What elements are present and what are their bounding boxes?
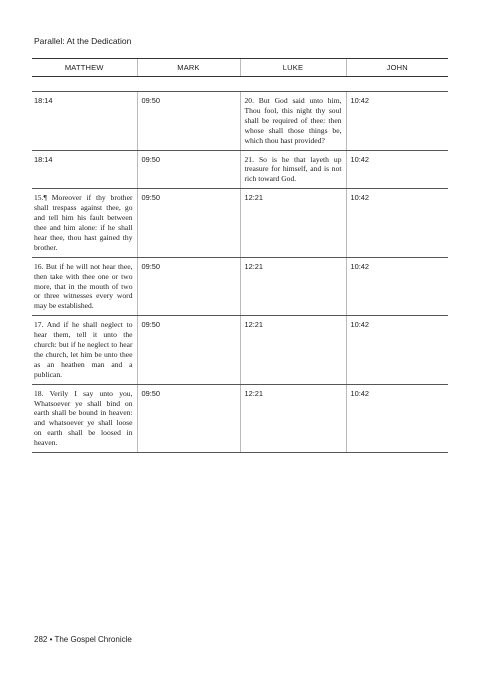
header-matthew: MATTHEW — [32, 59, 137, 77]
parallel-table — [32, 58, 448, 453]
header-john: JOHN — [346, 59, 448, 77]
table-row — [32, 189, 448, 257]
cell-mark: 09:50 — [137, 92, 240, 151]
cell-john: 10:42 — [346, 257, 448, 316]
header-luke: LUKE — [240, 59, 346, 77]
cell-matthew: 18:14 — [32, 150, 137, 189]
table-row — [32, 384, 448, 452]
table-row — [32, 257, 448, 316]
cell-john: 10:42 — [346, 384, 448, 452]
cell-mark: 09:50 — [137, 316, 240, 384]
cell-mark: 09:50 — [137, 384, 240, 452]
cell-matthew: 18. Verily I say unto you, Whatsoever ye shall bind on earth shall be bound in heaven: and whatsoever ye shall loose on earth shall be loosed in heaven. — [32, 384, 137, 452]
page-footer: 282 • The Gospel Chronicle — [34, 635, 132, 644]
cell-luke: 12:21 — [240, 257, 346, 316]
table-row — [32, 92, 448, 151]
table-row — [32, 150, 448, 189]
cell-mark: 09:50 — [137, 189, 240, 257]
cell-luke: 12:21 — [240, 316, 346, 384]
cell-mark: 09:50 — [137, 150, 240, 189]
spacer-row — [32, 77, 448, 92]
cell-mark: 09:50 — [137, 257, 240, 316]
cell-john: 10:42 — [346, 316, 448, 384]
cell-luke: 21. So is he that layeth up treasure for himself, and is not rich toward God. — [240, 150, 346, 189]
cell-luke: 12:21 — [240, 189, 346, 257]
cell-john: 10:42 — [346, 150, 448, 189]
cell-matthew: 16. But if he will not hear thee, then take with thee one or two more, that in the mouth of two or three witnesses every word may be established. — [32, 257, 137, 316]
cell-john: 10:42 — [346, 92, 448, 151]
cell-matthew: 15.¶ Moreover if thy brother shall trespass against thee, go and tell him his fault between thee and him alone: if he shall hear thee, thou hast gained thy brother. — [32, 189, 137, 257]
cell-luke: 20. But God said unto him, Thou fool, this night thy soul shall be required of thee: then whose shall those things be, which thou hast provided? — [240, 92, 346, 151]
header-row — [32, 59, 448, 77]
page-title: Parallel: At the Dedication — [34, 36, 132, 46]
table-row — [32, 316, 448, 384]
header-mark: MARK — [137, 59, 240, 77]
cell-matthew: 18:14 — [32, 92, 137, 151]
cell-matthew: 17. And if he shall neglect to hear them, tell it unto the church: but if he neglect to hear the church, let him be unto thee as an heathen man and a publican. — [32, 316, 137, 384]
cell-john: 10:42 — [346, 189, 448, 257]
cell-luke: 12:21 — [240, 384, 346, 452]
